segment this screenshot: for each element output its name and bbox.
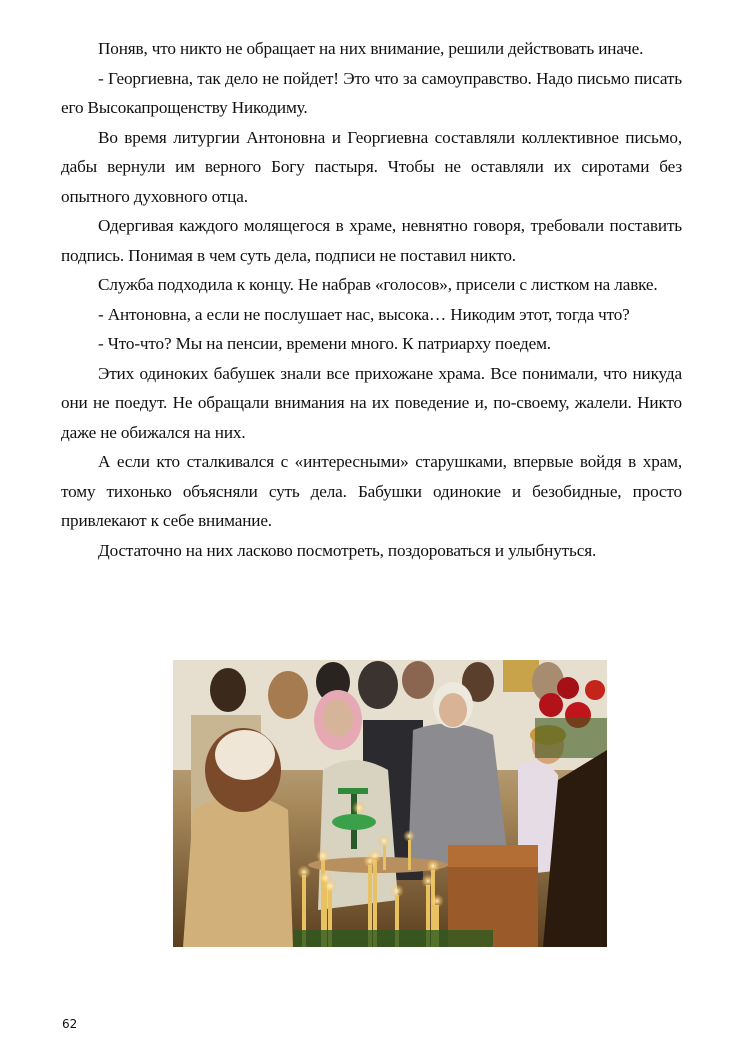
church-photo-illustration xyxy=(173,660,607,947)
church-photo xyxy=(173,660,607,947)
paragraph: Одергивая каждого молящегося в храме, невнятно говоря, требовали поставить подпись. Понимая в чем суть дела, подписи не поставил никто. xyxy=(61,216,682,265)
paragraph-dialogue: - Что-что? Мы на пенсии, времени много. К патриарху поедем. xyxy=(98,334,551,353)
paragraph: Во время литургии Антоновна и Георгиевна составляли коллективное письмо, дабы вернули им верного Богу пастыря. Чтобы не оставляли их сиротами без опытного духовного отца. xyxy=(61,127,682,206)
paragraph-dialogue: - Антоновна, а если не послушает нас, высока… Никодим этот, тогда что? xyxy=(98,304,630,324)
paragraph: Служба подходила к концу. Не набрав «голосов», присели с листком на лавке. xyxy=(98,275,658,294)
body-text xyxy=(61,34,682,565)
paragraph: Поняв, что никто не обращает на них внимание, решили действовать иначе. xyxy=(98,39,644,58)
paragraph: Этих одиноких бабушек знали все прихожане храма. Все понимали, что никуда они не поедут. Не обращали внимания на их поведение и, по-своему, жалели. Никто даже не обижался на них. xyxy=(61,363,682,442)
paragraph-dialogue: - Георгиевна, так дело не пойдет! Это что за самоуправство. Надо письмо писать его Высокапрощенству Никодиму. xyxy=(61,68,682,117)
page-number: 62 xyxy=(62,1017,78,1031)
paragraph: А если кто сталкивался с «интересными» старушками, впервые войдя в храм, тому тихонько объясняли суть дела. Бабушки одинокие и безобидные, просто привлекают к себе внимание. xyxy=(61,452,682,530)
paragraph: Достаточно на них ласково посмотреть, поздороваться и улыбнуться. xyxy=(98,540,597,560)
